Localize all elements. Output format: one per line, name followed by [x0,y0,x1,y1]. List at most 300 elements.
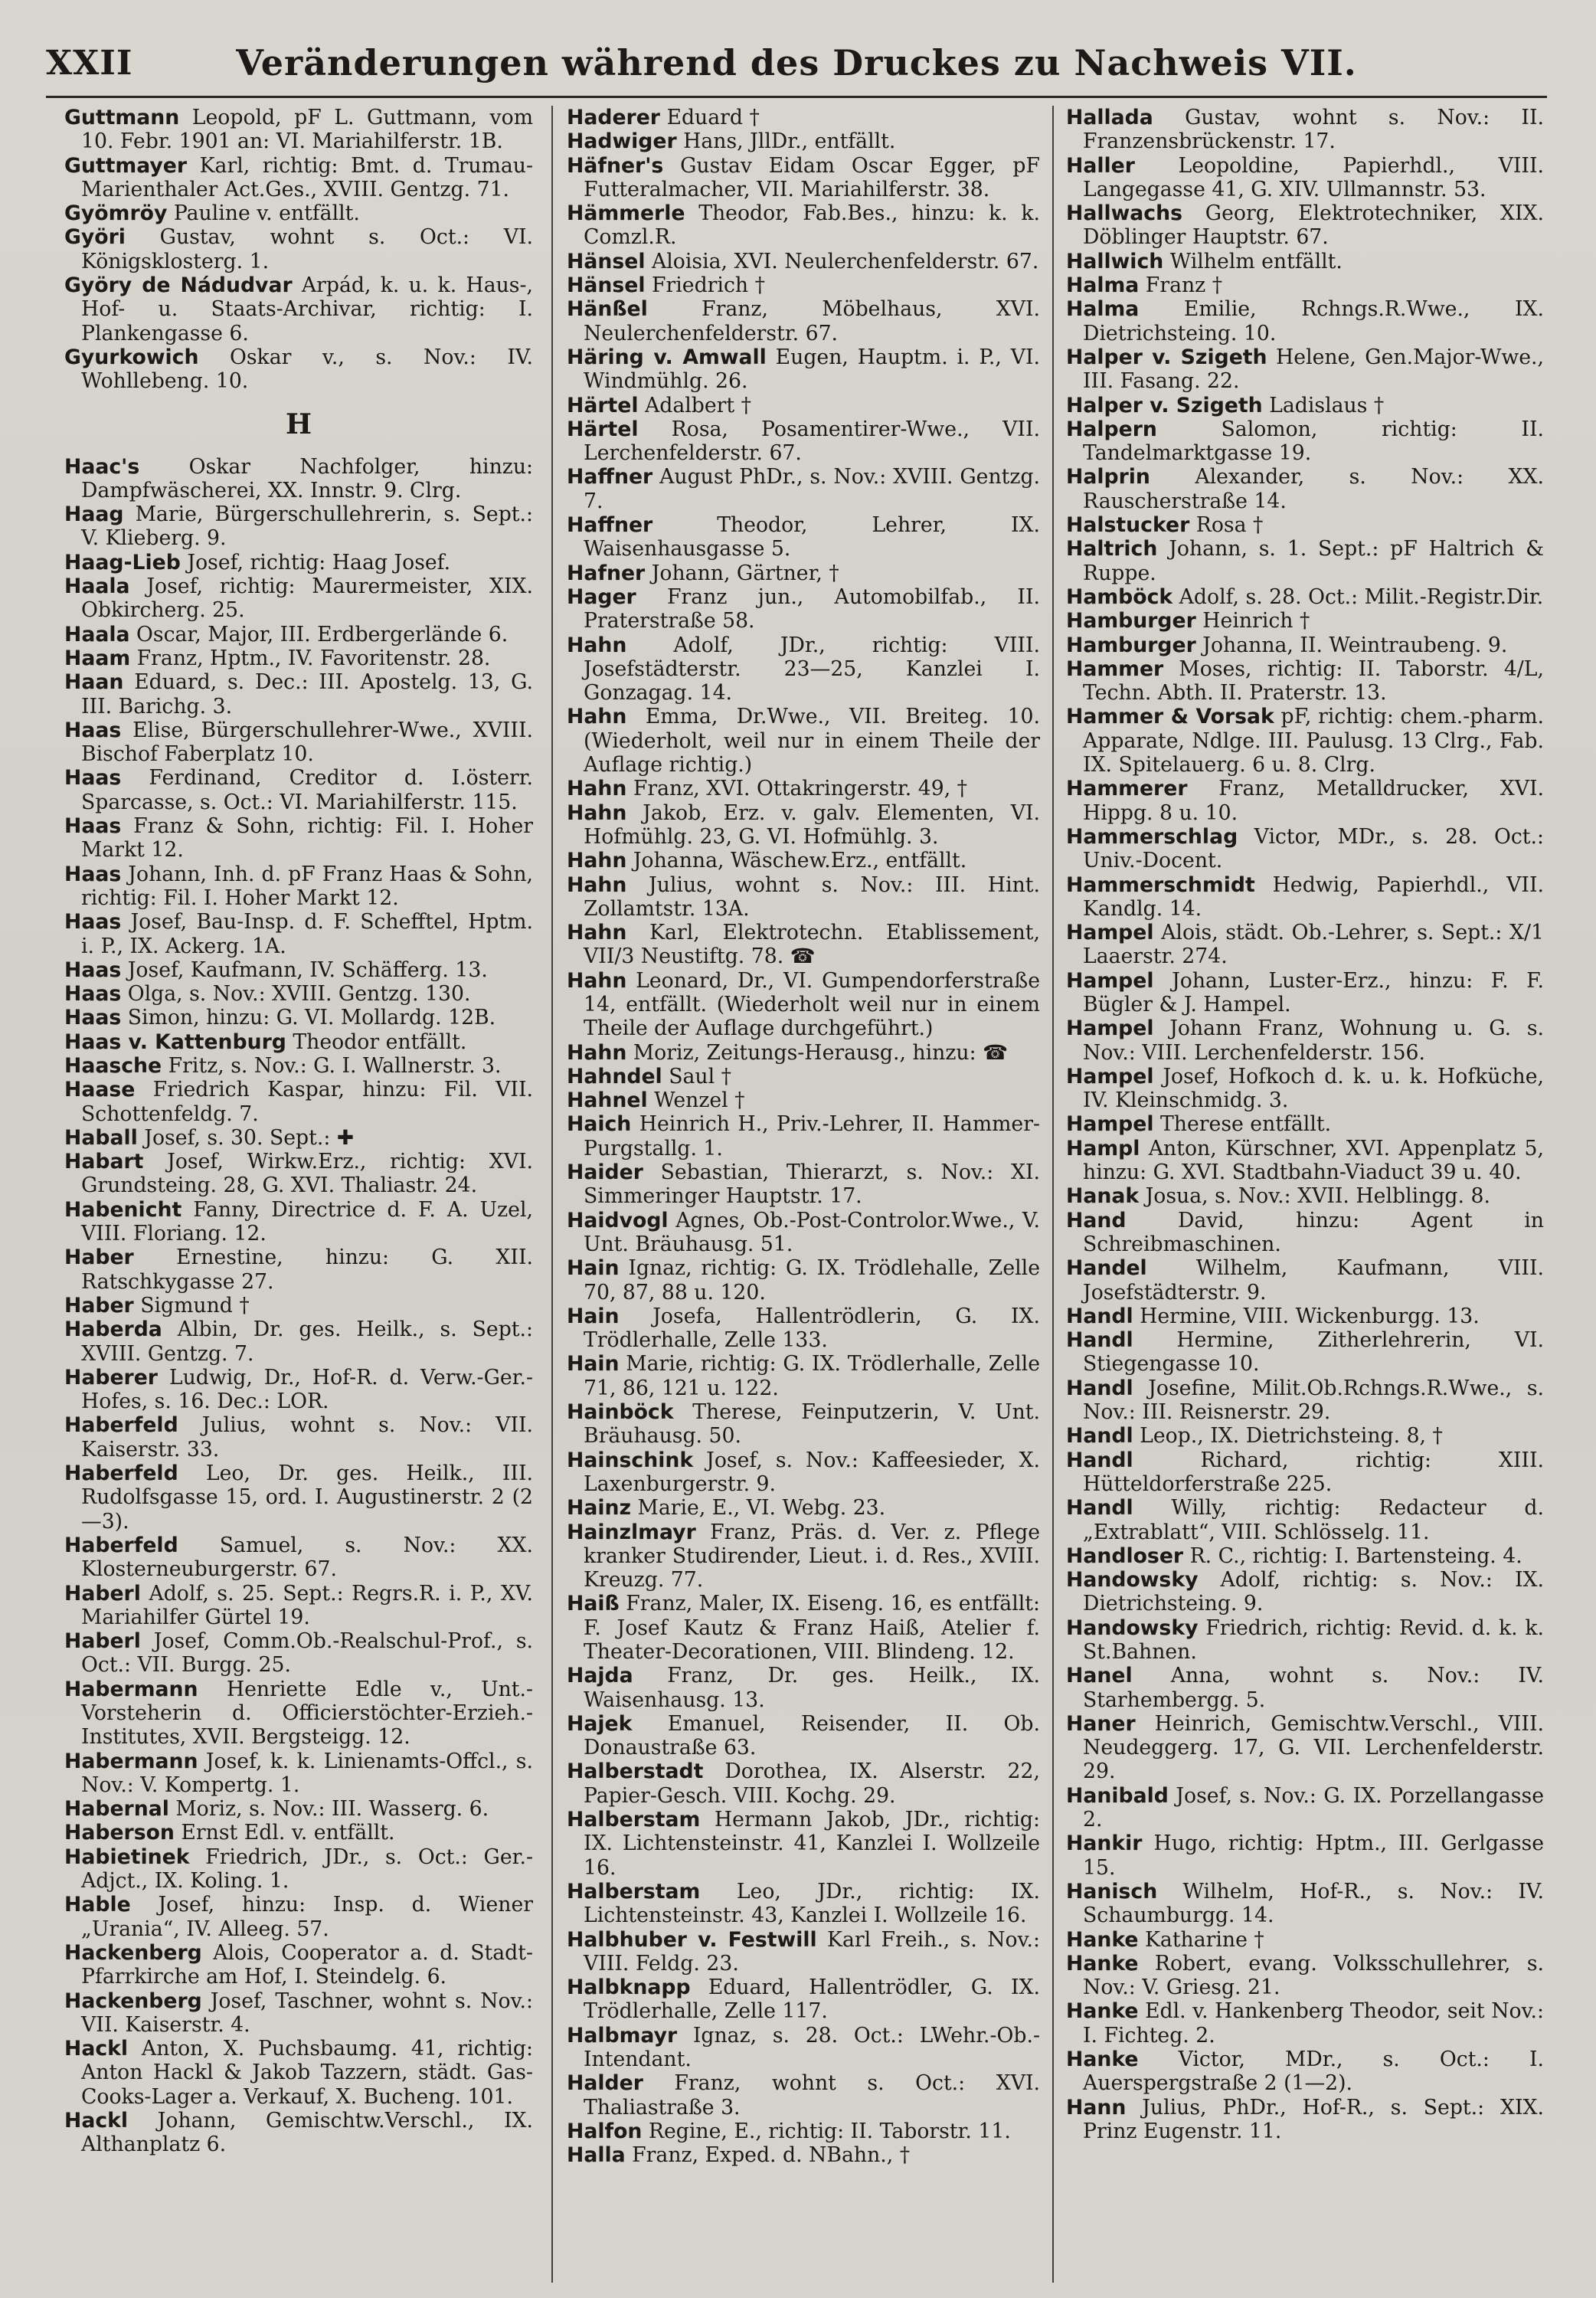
entry-text: Ernst Edl. v. entfällt. [181,1821,395,1845]
entry-surname: Haner [1066,1711,1136,1736]
entry-text: Johann Franz, Wohnung u. G. s. Nov.: VIII. Lerchenfelderstr. 156. [1083,1016,1544,1065]
entry-text: Anton, Kürschner, XVI. Appenplatz 5, hinzu: G. XVI. Stadtbahn-Viaduct 39 u. 40. [1083,1136,1544,1185]
directory-entry [1066,1304,1544,1328]
directory-entry [64,1678,533,1750]
entry-text: Friedrich † [651,273,765,298]
entry-text: Ernestine, hinzu: G. XII. Ratschkygasse 27. [81,1246,533,1294]
directory-entry [1066,154,1544,202]
directory-entry [1066,513,1544,537]
directory-entry [1066,201,1544,250]
entry-surname: Halstucker [1066,513,1190,538]
entry-surname: Hain [567,1352,620,1377]
entry-text: Sigmund † [140,1293,250,1318]
entry-surname: Haberson [64,1821,175,1845]
column-middle [567,106,1040,2283]
entry-surname: Haberl [64,1629,141,1654]
directory-entry [1066,394,1544,417]
column-right [1066,106,1544,2283]
entry-text: Hugo, richtig: Hptm., III. Gerlgasse 15. [1083,1832,1544,1880]
directory-entry [567,465,1040,513]
directory-entry [567,1449,1040,1497]
directory-entry [567,777,1040,800]
directory-entry [64,670,533,719]
entry-text: Josua, s. Nov.: XVII. Helblingg. 8. [1145,1184,1490,1209]
directory-entry [567,1304,1040,1353]
entry-surname: Haag-Lieb [64,550,181,574]
entry-surname: Györi [64,225,126,250]
directory-entry [64,273,533,345]
entry-surname: Hackl [64,2037,129,2061]
directory-entry [64,2109,533,2157]
entry-surname: Hain [567,1256,620,1281]
directory-entry [1066,825,1544,873]
entry-surname: Hampel [1066,1112,1154,1137]
directory-entry [567,154,1040,202]
entry-surname: Haala [64,574,130,599]
entry-surname: Hand [1066,1208,1127,1232]
entry-surname: Handel [1066,1256,1147,1281]
directory-entry [567,1352,1040,1400]
entry-text: Franz & Sohn, richtig: Fil. I. Hoher Markt 12. [81,814,533,863]
entry-surname: Haas [64,910,122,935]
directory-entry [567,297,1040,345]
entry-text: Heinrich H., Priv.-Lehrer, II. Hammer-Purgstallg. 1. [584,1112,1040,1160]
entry-text: Franz, Hptm., IV. Favoritenstr. 28. [136,646,491,670]
entry-text: Josef, s. 30. Sept.: ✚ [144,1125,355,1150]
entry-surname: Hahndel [567,1064,662,1088]
entry-text: Leo, JDr., richtig: IX. Lichtensteinstr. 43, Kanzlei I. Wollzeile 16. [584,1879,1040,1928]
entry-surname: Halbknapp [567,1976,691,2000]
directory-entry [1066,705,1544,777]
directory-entry [1066,273,1544,297]
section-letter: H [285,408,312,440]
directory-entry [64,1006,533,1030]
entry-surname: Hanke [1066,2048,1139,2072]
directory-entry [64,1582,533,1630]
entry-text: Josef, Hofkoch d. k. u. k. Hofküche, IV. Kleinschmidg. 3. [1083,1064,1544,1113]
entry-text: Franz, Maler, IX. Eiseng. 16, es entfällt: F. Josef Kautz & Franz Haiß, Atelier f. Theater-Decorationen, VIII. Blindeng. 12. [584,1592,1040,1664]
directory-entry [1066,1784,1544,1832]
entry-text: Pauline v. entfällt. [173,201,360,226]
directory-entry [567,250,1040,273]
directory-entry [1066,585,1544,609]
entry-text: Moses, richtig: II. Taborstr. 4/L, Techn. Abth. II. Praterstr. 13. [1083,656,1544,705]
directory-entry [64,455,533,503]
entry-surname: Gyömröy [64,201,168,226]
entry-text: Ignaz, richtig: G. IX. Trödlehalle, Zelle 70, 87, 88 u. 120. [584,1256,1040,1304]
entry-text: Josef, richtig: Maurermeister, XIX. Obkircherg. 25. [81,574,533,623]
entry-surname: Habermann [64,1677,198,1701]
directory-entry [64,1462,533,1534]
entry-surname: Haase [64,1078,136,1102]
entry-text: Wilhelm, Hof-R., s. Nov.: IV. Schaumburgg. 14. [1083,1879,1544,1928]
entry-surname: Hadwiger [567,129,677,154]
directory-entry [567,106,1040,129]
directory-entry [64,719,533,767]
entry-surname: Hahn [567,633,627,657]
entry-text: Saul † [669,1064,731,1088]
entry-text: Emanuel, Reisender, II. Ob. Donaustraße 63. [584,1711,1040,1760]
directory-entry [64,1845,533,1894]
directory-entry [1066,1712,1544,1784]
entry-surname: Hable [64,1893,131,1917]
entry-text: Johanna, Wäschew.Erz., entfällt. [633,849,967,873]
entry-surname: Halper v. Szigeth [1066,393,1263,417]
entry-surname: Hanel [1066,1664,1133,1688]
directory-entry [1066,1568,1544,1616]
entry-surname: Habart [64,1150,144,1174]
entry-text: Hermine, VIII. Wickenburgg. 13. [1140,1304,1480,1328]
entry-surname: Hammer & Vorsak [1066,705,1274,729]
entry-surname: Hampel [1066,1016,1154,1041]
entry-text: Emilie, Rchngs.R.Wwe., IX. Dietrichsteing. 10. [1083,297,1544,345]
entry-surname: Hainzlmayr [567,1520,696,1544]
column-divider [1052,106,1054,2283]
entry-text: Aloisia, XVI. Neulerchenfelderstr. 67. [651,249,1039,273]
directory-entry [64,345,533,394]
directory-entry [567,633,1040,705]
entry-text: Wilhelm entfällt. [1169,249,1343,273]
directory-entry [567,969,1040,1041]
entry-surname: Hahn [567,872,627,897]
entry-text: Ludwig, Dr., Hof-R. d. Verw.-Ger.-Hofes, s. 16. Dec.: LOR. [81,1365,533,1414]
entry-surname: Haas [64,982,122,1007]
entry-surname: Hahn [567,849,627,873]
directory-entry [567,1088,1040,1112]
entry-surname: Hackl [64,2109,129,2133]
entry-text: Willy, richtig: Redacteur d. „Extrablatt“, VIII. Schlösselg. 11. [1083,1496,1544,1544]
directory-entry [64,1198,533,1246]
entry-text: Eduard, Hallentrödler, G. IX. Trödlerhalle, Zelle 117. [584,1976,1040,2024]
entry-text: Josef, hinzu: Insp. d. Wiener „Urania“, IV. Alleeg. 57. [81,1893,533,1941]
entry-surname: Haberl [64,1581,141,1606]
entry-surname: Halberstam [567,1808,701,1832]
entry-surname: Hamburger [1066,609,1196,633]
directory-entry [64,1246,533,1294]
entry-text: Agnes, Ob.-Post-Controlor.Wwe., V. Unt. Bräuhausg. 51. [584,1208,1040,1256]
entry-text: Josef, k. k. Linienamts-Offcl., s. Nov.: V. Kompertg. 1. [81,1749,533,1797]
entry-text: Hermann Jakob, JDr., richtig: IX. Lichtensteinstr. 41, Kanzlei I. Wollzeile 16. [584,1808,1040,1880]
directory-entry [64,1126,533,1150]
entry-surname: Hänsel [567,273,646,298]
entry-surname: Hajek [567,1711,633,1736]
directory-entry [1066,537,1544,585]
entry-text: Katharine † [1144,1927,1264,1952]
entry-text: Henriette Edle v., Unt.-Vorsteherin d. Officierstöchter-Erzieh.-Institutes, XVII. Bergsteigg. 12. [81,1677,533,1750]
entry-surname: Handl [1066,1496,1133,1521]
entry-text: Ferdinand, Creditor d. I.österr. Sparcasse, s. Oct.: VI. Mariahilferstr. 115. [81,766,533,814]
entry-surname: Halma [1066,297,1140,322]
directory-entry [64,1366,533,1414]
entry-text: Johann, Inh. d. pF Franz Haas & Sohn, richtig: Fil. I. Hoher Markt 12. [81,862,533,910]
directory-entry [567,2143,1040,2167]
entry-text: Eugen, Hauptm. i. P., VI. Windmühlg. 26. [584,345,1040,394]
entry-text: Emma, Dr.Wwe., VII. Breiteg. 10. (Wiederholt, weil nur in einem Theile der Auflage richtig.) [584,705,1040,777]
directory-entry [567,585,1040,633]
directory-entry [567,2120,1040,2143]
entry-surname: Hahn [567,800,627,825]
directory-entry [567,1928,1040,1976]
entry-surname: Hamburger [1066,633,1196,657]
directory-entry [567,561,1040,585]
directory-entry [64,766,533,814]
directory-entry [64,1821,533,1845]
entry-surname: Hallada [1066,106,1153,129]
directory-entry [567,1400,1040,1449]
directory-entry [1066,1449,1544,1497]
directory-entry [64,1030,533,1054]
entry-text: Johann, Luster-Erz., hinzu: F. F. Bügler & J. Hampel. [1083,968,1544,1016]
directory-entry [64,1294,533,1318]
entry-text: Marie, E., VI. Webg. 23. [637,1496,886,1521]
entry-text: Simon, hinzu: G. VI. Mollardg. 12B. [127,1006,496,1030]
entry-surname: Hahn [567,705,627,729]
entry-surname: Haas v. Kattenburg [64,1030,286,1054]
directory-entry [567,201,1040,250]
entry-text: Josef, Comm.Ob.-Realschul-Prof., s. Oct.: VII. Burgg. 25. [81,1629,533,1678]
entry-surname: Habenicht [64,1197,182,1222]
entry-text: Alois, städt. Ob.-Lehrer, s. Sept.: X/1 Laaerstr. 274. [1083,921,1544,969]
entry-text: Julius, wohnt s. Nov.: VII. Kaiserstr. 33. [81,1413,533,1462]
entry-text: Moriz, s. Nov.: III. Wasserg. 6. [175,1797,489,1822]
directory-entry [64,863,533,911]
entry-surname: Haas [64,862,122,886]
directory-entry [64,1750,533,1798]
entry-surname: Hankir [1066,1832,1143,1856]
directory-entry [1066,345,1544,394]
entry-surname: Györy de Nádudvar [64,273,293,298]
entry-surname: Hampel [1066,1064,1154,1088]
entry-text: Anton, X. Puchsbaumg. 41, richtig: Anton Hackl & Jakob Tazzern, städt. Gas-Cooks-Lager a. Verkauf, X. Bucheng. 101. [81,2037,533,2109]
directory-entry [1066,1880,1544,1928]
entry-surname: Hajda [567,1664,633,1688]
entry-text: Leopold, pF L. Guttmann, vom 10. Febr. 1901 an: VI. Mariahilferstr. 1B. [81,106,533,154]
entry-surname: Haas [64,814,122,839]
entry-surname: Hänsel [567,249,646,273]
directory-entry [1066,657,1544,705]
directory-entry [1066,1832,1544,1880]
entry-text: Franz, Exped. d. NBahn., † [632,2143,911,2168]
directory-entry [64,1534,533,1582]
entry-surname: Haber [64,1293,134,1318]
directory-entry [567,1976,1040,2024]
entry-text: Oskar v., s. Nov.: IV. Wohllebeng. 10. [81,345,533,394]
entry-surname: Hanke [1066,1927,1139,1952]
entry-surname: Häfner's [567,153,664,178]
page-number: XXII [46,44,133,83]
entry-surname: Hainz [567,1496,632,1521]
entry-surname: Guttmayer [64,153,188,178]
entry-surname: Hahn [567,968,627,993]
directory-entry [567,129,1040,153]
entry-text: Rosa, Posamentirer-Wwe., VII. Lerchenfelderstr. 67. [584,417,1040,466]
entry-surname: Halberstadt [567,1760,704,1784]
entry-surname: Häring v. Amwall [567,345,767,369]
entry-surname: Haam [64,646,131,670]
entry-text: Fritz, s. Nov.: G. I. Wallnerstr. 3. [168,1053,502,1078]
entry-surname: Hammer [1066,656,1164,681]
entry-text: Marie, richtig: G. IX. Trödlerhalle, Zelle 71, 86, 121 u. 122. [584,1352,1040,1400]
entry-text: Karl, richtig: Bmt. d. Trumau-Marienthaler Act.Ges., XVIII. Gentzg. 71. [81,153,533,201]
entry-text: Oscar, Major, III. Erdbergerlände 6. [136,622,509,647]
directory-entry [567,1521,1040,1593]
entry-text: Hans, JllDr., entfällt. [683,129,896,154]
entry-text: Salomon, richtig: II. Tandelmarktgasse 19. [1083,417,1544,466]
entry-surname: Haffner [567,513,653,538]
entry-text: Theodor, Fab.Bes., hinzu: k. k. Comzl.R. [584,201,1040,250]
directory-entry [567,2071,1040,2120]
entry-text: Julius, wohnt s. Nov.: III. Hint. Zollamtstr. 13A. [584,872,1040,921]
directory-entry [1066,297,1544,345]
entry-surname: Haala [64,622,130,647]
entry-text: Johann, Gemischtw.Verschl., IX. Althanplatz 6. [81,2109,533,2157]
directory-entry [567,873,1040,921]
directory-entry [1066,2048,1544,2096]
entry-surname: Haac's [64,454,140,479]
directory-entry [567,2024,1040,2072]
directory-entry [567,1065,1040,1088]
entry-text: Adolf, richtig: s. Nov.: IX. Dietrichsteing. 9. [1083,1568,1544,1616]
entry-surname: Haasche [64,1053,162,1078]
entry-text: Oskar Nachfolger, hinzu: Dampfwäscherei, XX. Innstr. 9. Clrg. [81,454,533,502]
entry-surname: Haffner [567,465,653,489]
entry-text: Leopoldine, Papierhdl., VIII. Langegasse 41, G. XIV. Ullmannstr. 53. [1083,153,1544,201]
entry-surname: Haas [64,766,122,791]
entry-surname: Hahn [567,1040,627,1065]
directory-entry [64,910,533,958]
entry-text: Leop., IX. Dietrichsteing. 8, † [1140,1424,1443,1449]
entry-text: Gustav Eidam Oscar Egger, pF Futteralmacher, VII. Mariahilferstr. 38. [584,153,1040,201]
entry-surname: Hampl [1066,1136,1140,1160]
entry-text: Johanna, II. Weintraubeng. 9. [1202,633,1508,657]
directory-entry [1066,1112,1544,1136]
entry-surname: Hallwachs [1066,201,1183,226]
directory-entry [567,1760,1040,1808]
entry-surname: Handl [1066,1376,1133,1400]
entry-text: Johann, s. 1. Sept.: pF Haltrich & Ruppe. [1083,537,1544,585]
entry-text: Josef, Wirkw.Erz., richtig: XVI. Grundsteing. 28, G. XVI. Thaliastr. 24. [81,1150,533,1198]
entry-text: Franz † [1145,273,1223,298]
entry-surname: Härtel [567,417,639,441]
directory-entry [64,1893,533,1941]
directory-entry [1066,633,1544,657]
entry-surname: Haas [64,718,122,742]
entry-surname: Halper v. Szigeth [1066,345,1267,369]
entry-surname: Handloser [1066,1543,1184,1568]
entry-surname: Handowsky [1066,1568,1199,1593]
entry-surname: Haball [64,1125,138,1150]
entry-surname: Haas [64,1006,122,1030]
entry-surname: Hahnel [567,1088,648,1113]
directory-entry [1066,1065,1544,1113]
entry-text: Jakob, Erz. v. galv. Elementen, VI. Hofmühlg. 23, G. VI. Hofmühlg. 3. [584,800,1040,849]
directory-entry [1066,1928,1544,1952]
entry-text: Franz, XVI. Ottakringerstr. 49, † [633,777,968,801]
entry-surname: Haberfeld [64,1413,178,1438]
entry-surname: Hanibald [1066,1783,1169,1808]
entry-surname: Haiß [567,1592,620,1616]
directory-entry [1066,1377,1544,1425]
entry-surname: Hackenberg [64,1989,202,2013]
entry-text: Marie, Bürgerschullehrerin, s. Sept.: V. Klieberg. 9. [81,502,533,551]
entry-text: pF, richtig: chem.-pharm. Apparate, Ndlge. III. Paulusg. 13 Clrg., Fab. IX. Spitelauerg. 6 u. 8. Clrg. [1083,705,1544,777]
entry-text: Anna, wohnt s. Nov.: IV. Starhembergg. 5. [1083,1664,1544,1712]
entry-surname: Hanak [1066,1184,1140,1209]
entry-text: August PhDr., s. Nov.: XVIII. Gentzg. 7. [584,465,1040,513]
entry-surname: Hampel [1066,921,1154,945]
entry-text: Eduard, s. Dec.: III. Apostelg. 13, G. III. Barichg. 3. [81,670,533,719]
entry-text: Adolf, s. 25. Sept.: Regrs.R. i. P., XV. Mariahilfer Gürtel 19. [81,1581,533,1629]
entry-text: Franz jun., Automobilfab., II. Praterstraße 58. [584,584,1040,633]
entry-text: Olga, s. Nov.: XVIII. Gentzg. 130. [127,982,471,1007]
entry-text: Wenzel † [654,1088,745,1113]
directory-entry [64,623,533,647]
directory-entry [1066,969,1544,1017]
page-title: Veränderungen während des Druckes zu Nachweis VII. [236,42,1357,83]
entry-surname: Hanisch [1066,1879,1158,1904]
directory-entry [567,513,1040,561]
directory-entry [64,154,533,202]
entry-surname: Habernal [64,1797,169,1822]
entry-surname: Handl [1066,1328,1133,1353]
entry-text: Elise, Bürgerschullehrer-Wwe., XVIII. Bischof Faberplatz 10. [81,718,533,767]
directory-entry [64,225,533,273]
entry-text: Albin, Dr. ges. Heilk., s. Sept.: XVIII. Gentzg. 7. [81,1318,533,1366]
entry-text: Friedrich, richtig: Revid. d. k. k. St.Bahnen. [1083,1615,1544,1664]
entry-surname: Hackenberg [64,1940,202,1965]
entry-text: Richard, richtig: XIII. Hütteldorferstraße 225. [1083,1448,1544,1496]
directory-entry [1066,1999,1544,2048]
entry-surname: Halbmayr [567,2023,678,2048]
directory-entry [567,417,1040,466]
entry-surname: Haber [64,1246,134,1270]
entry-surname: Haberfeld [64,1533,178,1557]
directory-entry [1066,1664,1544,1712]
directory-entry [64,1797,533,1821]
entry-text: Josef, Taschner, wohnt s. Nov.: VII. Kaiserstr. 4. [81,1989,533,2037]
directory-entry [64,1941,533,1989]
entry-surname: Halprin [1066,465,1150,489]
entry-surname: Hahn [567,777,627,801]
directory-entry [1066,465,1544,513]
entry-surname: Haltrich [1066,537,1158,561]
entry-text: Edl. v. Hankenberg Theodor, seit Nov.: I. Fichteg. 2. [1083,1999,1544,2048]
entry-surname: Hahn [567,921,627,945]
entry-text: Therese, Feinputzerin, V. Unt. Bräuhausg. 50. [584,1400,1040,1449]
entry-text: Leo, Dr. ges. Heilk., III. Rudolfsgasse 15, ord. I. Augustinerstr. 2 (2—3). [81,1462,533,1534]
entry-surname: Hämmerle [567,201,685,226]
entry-text: Alois, Cooperator a. d. Stadt-Pfarrkirche am Hof, I. Steindelg. 6. [81,1940,533,1989]
entry-text: Regine, E., richtig: II. Taborstr. 11. [648,2119,1011,2143]
entry-surname: Haan [64,670,124,695]
entry-surname: Halberstam [567,1879,701,1904]
entry-text: Dorothea, IX. Alserstr. 22, Papier-Gesch. VIII. Kochg. 29. [584,1760,1040,1808]
entry-surname: Handl [1066,1424,1133,1449]
entry-text: Gustav, wohnt s. Oct.: VI. Königsklosterg. 1. [81,225,533,273]
entry-text: Adolf, JDr., richtig: VIII. Josefstädterstr. 23—25, Kanzlei I. Gonzagag. 14. [584,633,1040,705]
entry-text: Franz, Dr. ges. Heilk., IX. Waisenhausg. 13. [584,1664,1040,1712]
entry-surname: Haberer [64,1365,158,1390]
entry-text: Friedrich, JDr., s. Oct.: Ger.-Adjct., IX. Koling. 1. [81,1845,533,1894]
directory-entry [1066,1184,1544,1208]
entry-text: Fanny, Directrice d. F. A. Uzel, VIII. Floriang. 12. [81,1197,533,1246]
entry-surname: Hainschink [567,1448,694,1472]
directory-entry [1066,1496,1544,1544]
entry-surname: Handl [1066,1304,1133,1328]
entry-text: Georg, Elektrotechniker, XIX. Döblinger Hauptstr. 67. [1083,201,1544,250]
entry-surname: Hammerschmidt [1066,872,1255,897]
entry-text: Adalbert † [645,393,751,417]
